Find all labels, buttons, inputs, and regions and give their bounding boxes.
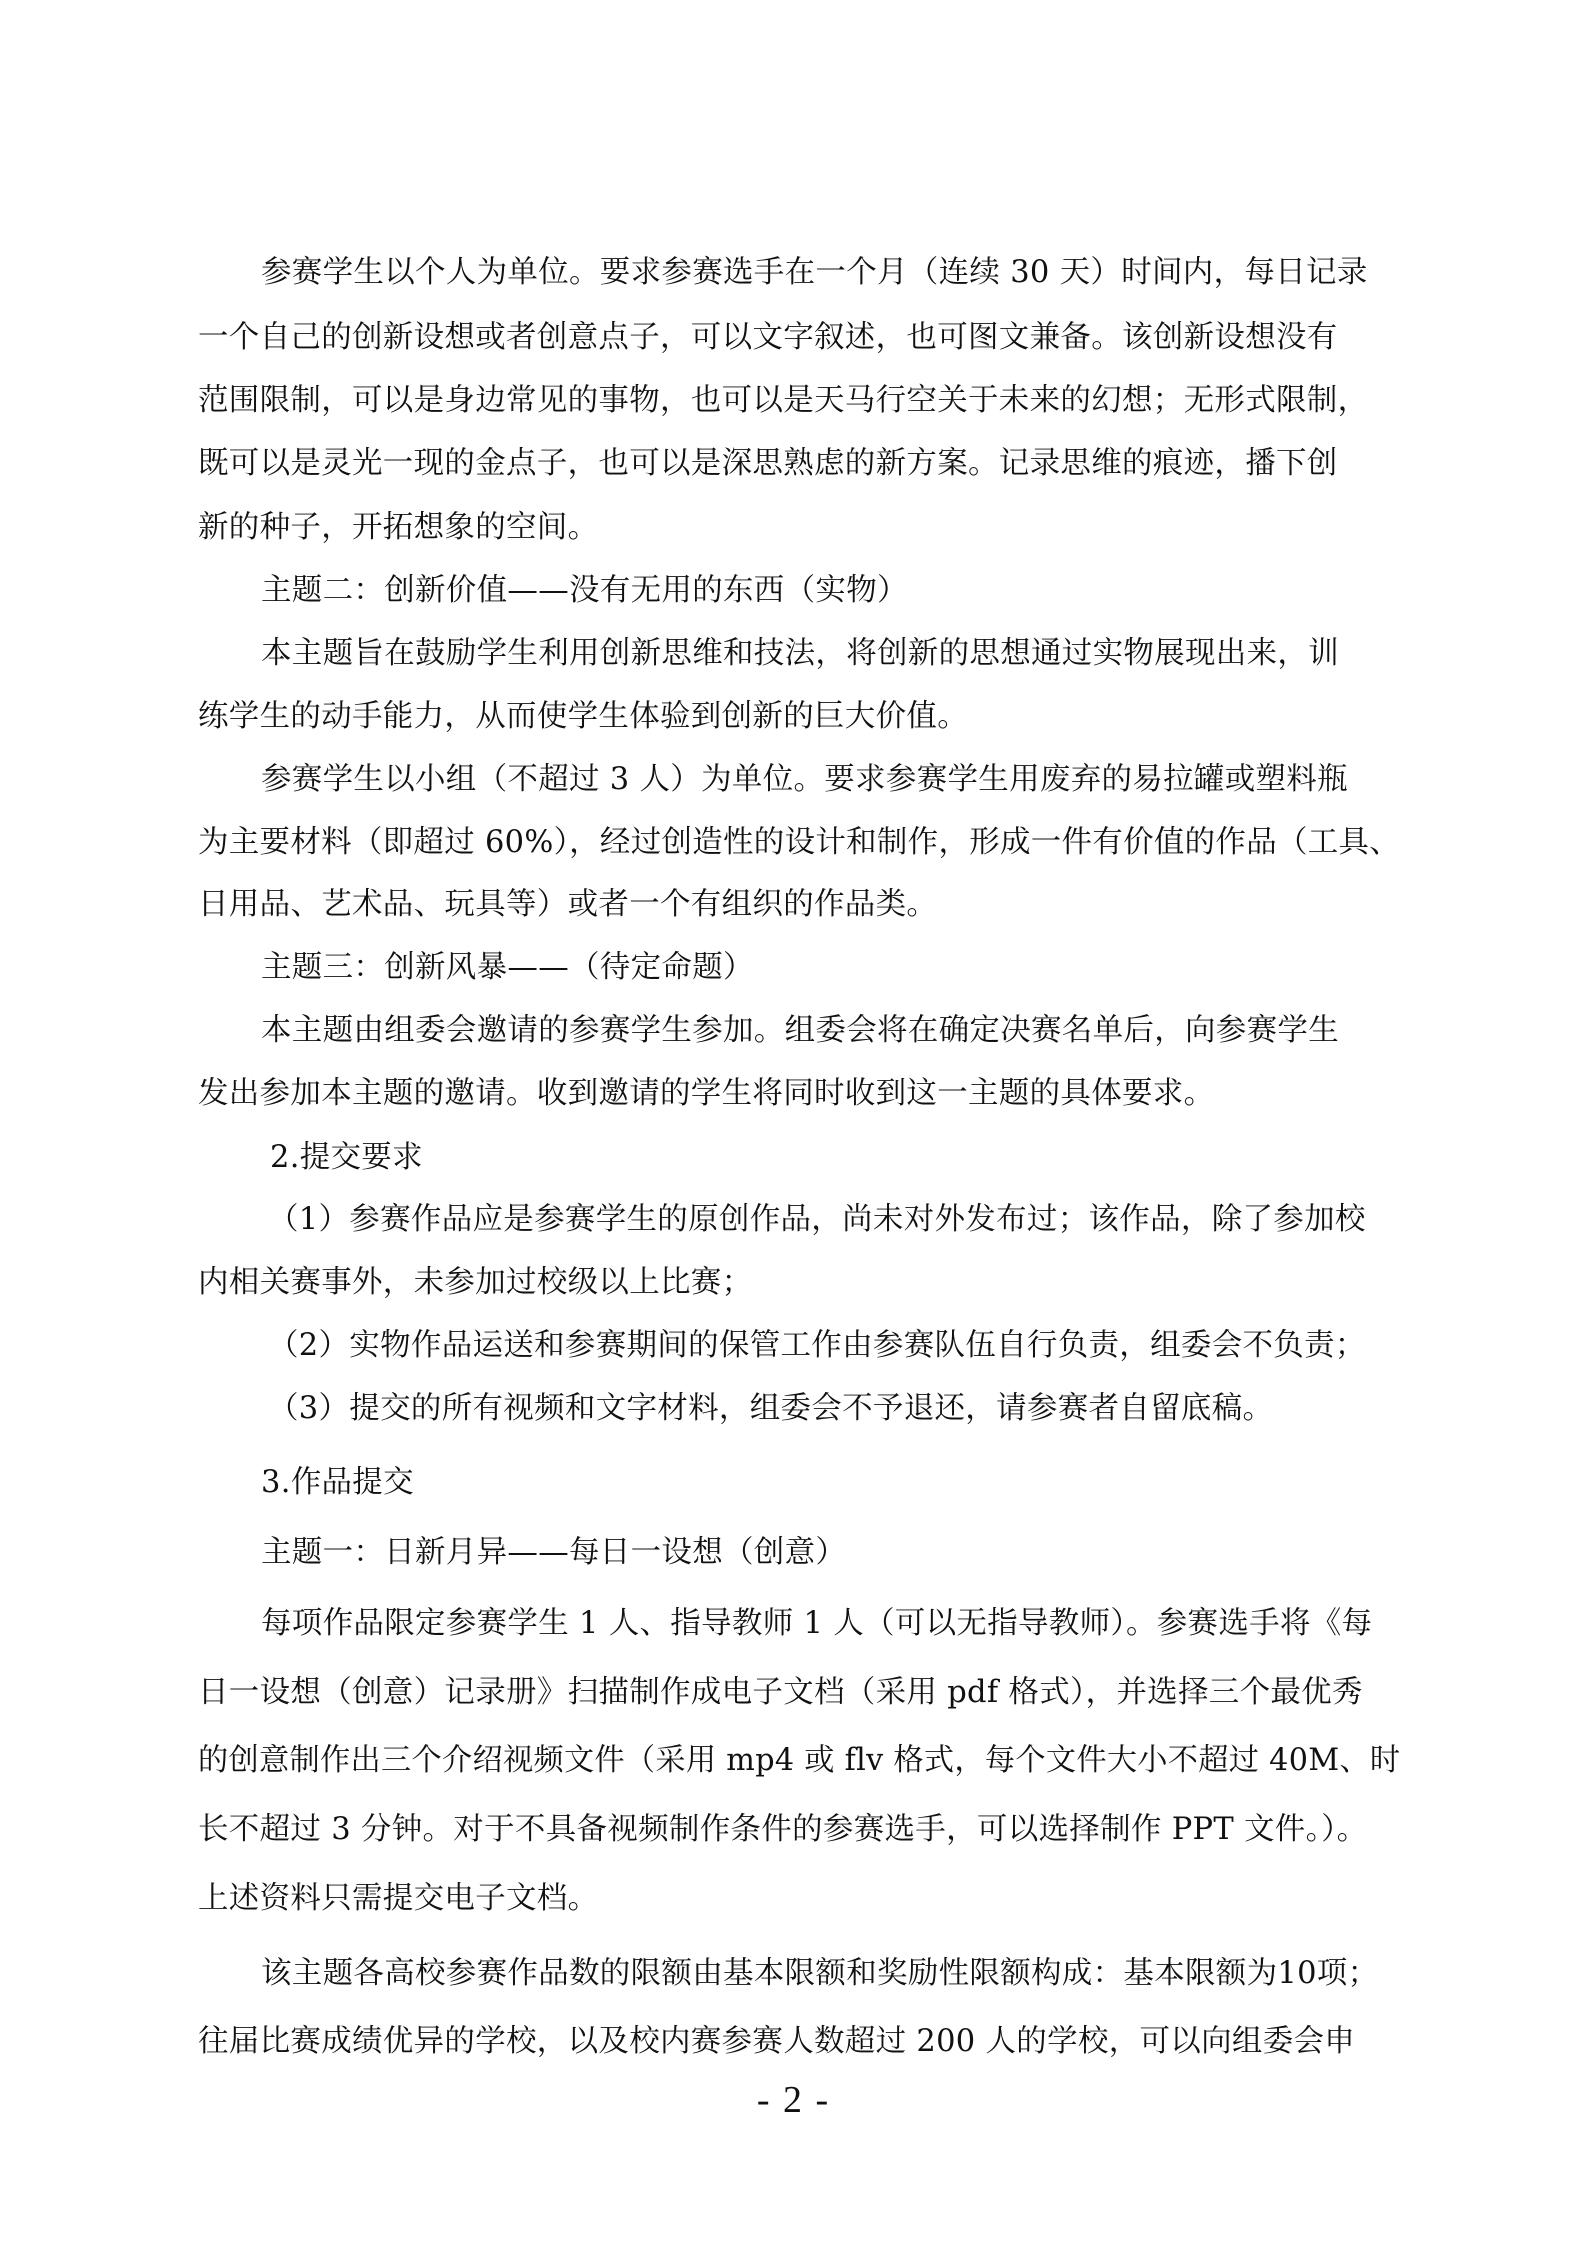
paragraph-line: 每项作品限定参赛学生 1 人、指导教师 1 人（可以无指导教师）。参赛选手将《每	[261, 1606, 1373, 1641]
paragraph-line: 日一设想（创意）记录册》扫描制作成电子文档（采用 pdf 格式），并选择三个最优秀	[198, 1675, 1363, 1710]
list-item: （2）实物作品运送和参赛期间的保管工作由参赛队伍自行负责，组委会不负责；	[268, 1328, 1366, 1363]
list-item-continued: 内相关赛事外，未参加过校级以上比赛；	[198, 1265, 753, 1300]
paragraph-line: 一个自己的创新设想或者创意点子，可以文字叙述，也可图文兼备。该创新设想没有	[198, 320, 1338, 355]
paragraph-line: 参赛学生以小组（不超过 3 人）为单位。要求参赛学生用废弃的易拉罐或塑料瓶	[261, 762, 1348, 797]
paragraph-line: 日用品、艺术品、玩具等）或者一个有组织的作品类。	[198, 887, 938, 922]
paragraph-line: 该主题各高校参赛作品数的限额由基本限额和奖励性限额构成：基本限额为10项；	[261, 1956, 1379, 1991]
paragraph-line: 长不超过 3 分钟。对于不具备视频制作条件的参赛选手，可以选择制作 PPT 文件。）。	[198, 1812, 1368, 1847]
paragraph-line: 练学生的动手能力，从而使学生体验到创新的巨大价值。	[198, 699, 968, 734]
paragraph-line: 往届比赛成绩优异的学校，以及校内赛参赛人数超过 200 人的学校，可以向组委会申	[198, 2024, 1356, 2059]
paragraph-line: 的创意制作出三个介绍视频文件（采用 mp4 或 flv 格式，每个文件大小不超过 40M、时	[198, 1743, 1401, 1778]
list-item: （3）提交的所有视频和文字材料，组委会不予退还，请参赛者自留底稿。	[268, 1391, 1274, 1426]
section-heading: 3.作品提交	[261, 1465, 414, 1500]
paragraph-line: 上述资料只需提交电子文档。	[198, 1881, 599, 1916]
list-item: （1）参赛作品应是参赛学生的原创作品，尚未对外发布过；该作品，除了参加校	[268, 1202, 1366, 1237]
paragraph-line: 范围限制，可以是身边常见的事物，也可以是天马行空关于未来的幻想；无形式限制，	[198, 383, 1369, 418]
page-number: - 2 -	[756, 2079, 831, 2121]
paragraph-line: 为主要材料（即超过 60%），经过创造性的设计和制作，形成一件有价值的作品（工具、	[198, 825, 1401, 860]
section-heading: 主题二：创新价值——没有无用的东西（实物）	[261, 573, 908, 608]
paragraph-line: 既可以是灵光一现的金点子，也可以是深思熟虑的新方案。记录思维的痕迹，播下创	[198, 446, 1338, 481]
paragraph-line: 新的种子，开拓想象的空间。	[198, 510, 599, 545]
section-heading: 主题三：创新风暴——（待定命题）	[261, 950, 754, 985]
section-heading: 主题一：日新月异——每日一设想（创意）	[261, 1535, 847, 1570]
paragraph-line: 本主题由组委会邀请的参赛学生参加。组委会将在确定决赛名单后，向参赛学生	[261, 1013, 1339, 1048]
paragraph-line: 本主题旨在鼓励学生利用创新思维和技法，将创新的思想通过实物展现出来，训	[261, 636, 1339, 671]
paragraph-line: 发出参加本主题的邀请。收到邀请的学生将同时收到这一主题的具体要求。	[198, 1076, 1215, 1111]
paragraph-line: 参赛学生以个人为单位。要求参赛选手在一个月（连续 30 天）时间内，每日记录	[261, 255, 1368, 290]
section-heading: 2.提交要求	[270, 1140, 423, 1175]
